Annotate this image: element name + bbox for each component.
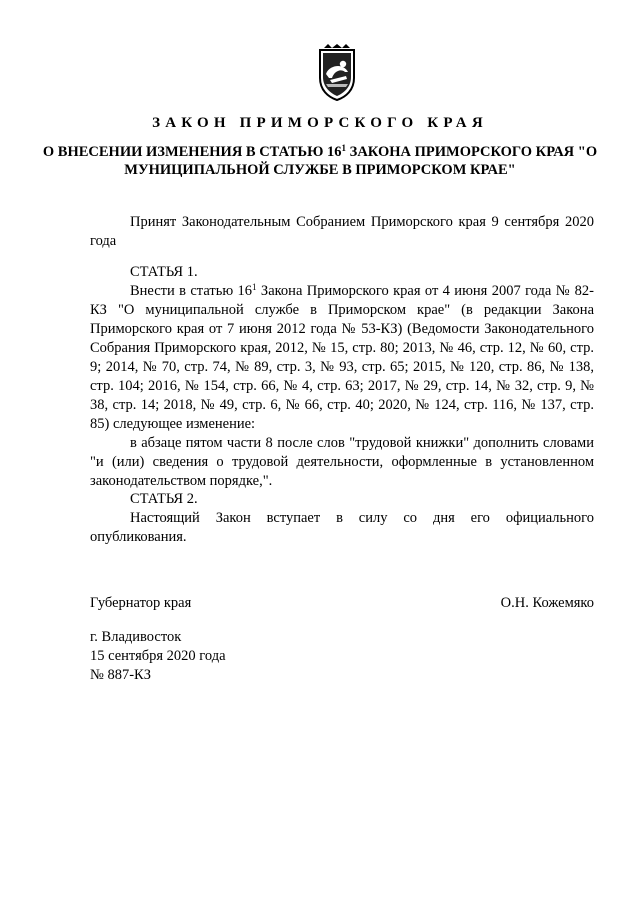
subtitle-part-2: ЗАКОНА ПРИМОРСКОГО КРАЯ "О МУНИЦИПАЛЬНОЙ СЛУЖБЕ В ПРИМОРСКОМ КРАЕ" <box>124 144 598 178</box>
subtitle-part-1: О ВНЕСЕНИИ ИЗМЕНЕНИЯ В СТАТЬЮ 16 <box>42 144 342 160</box>
footer-date: 15 сентября 2020 года <box>90 648 226 664</box>
article-1-paragraph-1 <box>90 282 594 434</box>
article-1-p1-part-2: Закона Приморского края от 4 июня 2007 года № 82-КЗ "О муниципальной службе в Приморском крае" (в редакции Закона Приморского края от 7 июня 2012 года № 53-КЗ) (Ведомости Законодательного Собрания Приморского края, 2012, № 15, стр. 80; 2013, № 46, стр. 12, № 60, стр. 9; 2014, № 70, стр. 74, № 89, стр. 3, № 93, стр. 65; 2015, № 120, стр. 86, № 138, стр. 104; 2016, № 154, стр. 66, № 4, стр. 63; 2017, № 29, стр. 14, № 32, стр. 9, № 38, стр. 14; 2018, № 49, стр. 6, № 66, стр. 40; 2020, № 124, стр. 116, № 137, стр. 85) следующее изменение: <box>90 283 594 432</box>
document-footer <box>90 628 226 685</box>
law-subtitle <box>40 143 600 179</box>
article-2-heading: СТАТЬЯ 2. <box>130 491 198 507</box>
adoption-note: Принят Законодательным Собранием Приморского края 9 сентября 2020 года <box>90 214 594 249</box>
signatory-position: Губернатор края <box>90 595 192 611</box>
signatory-name: О.Н. Кожемяко <box>500 595 594 611</box>
subtitle-superscript: 1 <box>341 143 347 153</box>
article-1-p1-part-1: Внести в статью 16 <box>130 283 253 299</box>
article-2-paragraph-1: Настоящий Закон вступает в силу со дня его официального опубликования. <box>90 510 594 545</box>
article-2-body <box>90 509 594 547</box>
article-1-heading: СТАТЬЯ 1. <box>130 264 198 280</box>
article-1-body <box>90 282 594 491</box>
article-1-paragraph-2: в абзаце пятом части 8 после слов "трудовой книжки" дополнить словами "и (или) сведения о трудовой деятельности, оформленные в установленном законодательством порядке,". <box>90 435 594 489</box>
law-title: ЗАКОН ПРИМОРСКОГО КРАЯ <box>152 115 488 131</box>
article-1-p1-superscript: 1 <box>252 282 257 292</box>
footer-number: № 887-КЗ <box>90 667 151 683</box>
coat-of-arms-icon <box>316 44 358 102</box>
footer-city: г. Владивосток <box>90 629 182 645</box>
